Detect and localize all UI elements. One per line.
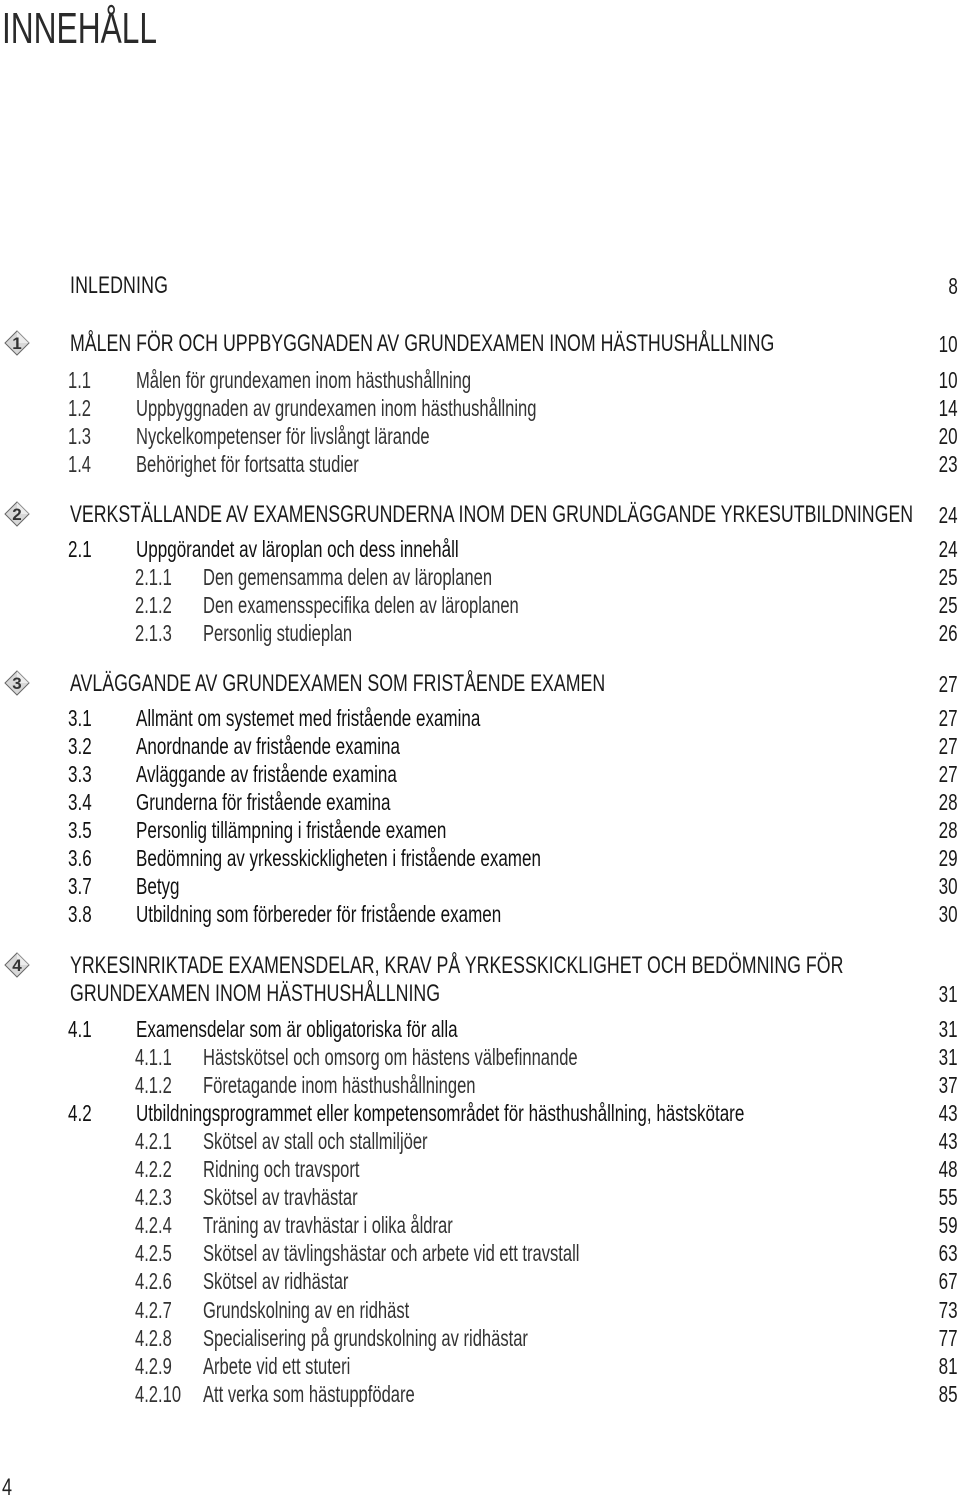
toc-entry-page: 23 <box>939 451 958 477</box>
toc-entry-title: Bedömning av yrkesskickligheten i fristående examen <box>136 845 541 871</box>
toc-entry[interactable] <box>0 366 960 394</box>
toc-entry-title: Skötsel av ridhästar <box>203 1268 349 1294</box>
toc-chapter-title: GRUNDEXAMEN INOM HÄSTHUSHÅLLNING <box>70 980 441 1007</box>
toc-entry-title: Specialisering på grundskolning av ridhästar <box>203 1325 528 1351</box>
toc-entry-page: 77 <box>939 1325 958 1351</box>
toc-chapter-title: MÅLEN FÖR OCH UPPBYGGNADEN AV GRUNDEXAMEN INOM HÄSTHUSHÅLLNING <box>70 330 775 357</box>
toc-chapter-2[interactable] <box>0 501 960 529</box>
toc-entry-page: 24 <box>939 536 958 562</box>
toc-chapter-title: YRKESINRIKTADE EXAMENSDELAR, KRAV PÅ YRKESSKICKLIGHET OCH BEDÖMNING FÖR <box>70 952 844 979</box>
toc-entry-number: 1.2 <box>68 395 92 421</box>
toc-entry-title: Utbildning som förbereder för fristående examen <box>136 901 502 927</box>
toc-entry[interactable] <box>0 1239 960 1267</box>
toc-entry[interactable] <box>0 872 960 900</box>
toc-entry[interactable] <box>0 563 960 591</box>
toc-entry[interactable] <box>0 1267 960 1295</box>
toc-entry[interactable] <box>0 450 960 478</box>
svg-text:3: 3 <box>12 674 22 693</box>
toc-entry[interactable] <box>0 1099 960 1127</box>
toc-entry-title: Uppgörandet av läroplan och dess innehåll <box>136 536 459 562</box>
toc-entry-page: 27 <box>939 733 958 759</box>
toc-entry-number: 1.1 <box>68 367 92 393</box>
toc-chapter-3[interactable] <box>0 670 960 698</box>
toc-entry[interactable] <box>0 844 960 872</box>
toc-entry-page: 59 <box>939 1212 958 1238</box>
toc-entry-number: 4.2.3 <box>135 1184 172 1210</box>
toc-entry-title: Avläggande av fristående examina <box>136 761 397 787</box>
toc-entry-number: 4.2.9 <box>135 1353 172 1379</box>
toc-entry[interactable] <box>0 535 960 563</box>
toc-entry[interactable] <box>0 1071 960 1099</box>
toc-entry[interactable] <box>0 1211 960 1239</box>
toc-entry-page: 43 <box>939 1128 958 1154</box>
toc-entry-page: 27 <box>939 705 958 731</box>
toc-entry-page: 43 <box>939 1100 958 1126</box>
toc-entry-page: 10 <box>939 331 958 357</box>
toc-entry-page: 31 <box>939 1044 958 1070</box>
toc-entry-page: 8 <box>948 273 958 299</box>
toc-entry-page: 31 <box>939 1016 958 1042</box>
toc-entry-title: Behörighet för fortsatta studier <box>136 451 359 477</box>
toc-entry-number: 3.1 <box>68 705 92 731</box>
toc-entry-title: Grunderna för fristående examina <box>136 789 391 815</box>
toc-entry[interactable] <box>0 1183 960 1211</box>
toc-chapter-4-line1[interactable] <box>0 952 960 980</box>
toc-entry-number: 3.4 <box>68 789 92 815</box>
toc-entry-number: 4.2.4 <box>135 1212 172 1238</box>
toc-entry[interactable] <box>0 900 960 928</box>
toc-entry-title: Företagande inom hästhushållningen <box>203 1072 476 1098</box>
toc-entry-page: 27 <box>939 761 958 787</box>
toc-entry-number: 4.2.1 <box>135 1128 172 1154</box>
toc-entry-title: Personlig tillämpning i fristående examen <box>136 817 447 843</box>
toc-chapter-title: VERKSTÄLLANDE AV EXAMENSGRUNDERNA INOM DEN GRUNDLÄGGANDE YRKESUTBILDNINGEN <box>70 501 914 528</box>
toc-entry-page: 73 <box>939 1297 958 1323</box>
toc-entry-title: Anordnande av fristående examina <box>136 733 400 759</box>
toc-entry-title: Den examensspecifika delen av läroplanen <box>203 592 519 618</box>
toc-entry-page: 48 <box>939 1156 958 1182</box>
toc-entry-title: Uppbyggnaden av grundexamen inom hästhushållning <box>136 395 537 421</box>
toc-entry[interactable] <box>0 1127 960 1155</box>
toc-entry-number: 1.3 <box>68 423 92 449</box>
toc-entry[interactable] <box>0 732 960 760</box>
toc-entry-title: Betyg <box>136 873 180 899</box>
toc-entry-title: Nyckelkompetenser för livslångt lärande <box>136 423 430 449</box>
toc-entry-title: Allmänt om systemet med fristående examina <box>136 705 481 731</box>
toc-entry[interactable] <box>0 1015 960 1043</box>
toc-entry-number: 4.2.8 <box>135 1325 172 1351</box>
toc-entry-number: 3.8 <box>68 901 92 927</box>
toc-chapter-4-line2[interactable] <box>0 980 960 1008</box>
svg-text:1: 1 <box>12 334 22 353</box>
toc-entry-page: 31 <box>939 981 958 1007</box>
toc-entry-page: 25 <box>939 592 958 618</box>
toc-entry[interactable] <box>0 394 960 422</box>
toc-entry-title: Personlig studieplan <box>203 620 353 646</box>
toc-entry-title: INLEDNING <box>70 272 169 299</box>
toc-entry[interactable] <box>0 1043 960 1071</box>
toc-entry-number: 4.2.2 <box>135 1156 172 1182</box>
toc-entry-page: 81 <box>939 1353 958 1379</box>
page-number: 4 <box>2 1474 13 1501</box>
toc-entry-page: 37 <box>939 1072 958 1098</box>
toc-entry[interactable] <box>0 816 960 844</box>
toc-entry[interactable] <box>0 1324 960 1352</box>
toc-entry-number: 4.1.1 <box>135 1044 172 1070</box>
toc-chapter-title: AVLÄGGANDE AV GRUNDEXAMEN SOM FRISTÅENDE EXAMEN <box>70 670 606 697</box>
toc-entry-page: 27 <box>939 671 958 697</box>
toc-entry[interactable] <box>0 591 960 619</box>
toc-entry-page: 10 <box>939 367 958 393</box>
svg-text:4: 4 <box>12 956 22 975</box>
toc-entry-number: 2.1.1 <box>135 564 172 590</box>
toc-entry-number: 3.3 <box>68 761 92 787</box>
toc-entry-number: 4.2.10 <box>135 1381 182 1407</box>
toc-entry-page: 67 <box>939 1268 958 1294</box>
toc-entry-number: 4.1.2 <box>135 1072 172 1098</box>
toc-entry-title: Skötsel av stall och stallmiljöer <box>203 1128 428 1154</box>
toc-entry[interactable] <box>0 704 960 732</box>
toc-entry[interactable] <box>0 619 960 647</box>
toc-entry-title: Målen för grundexamen inom hästhushållning <box>136 367 472 393</box>
toc-entry-title: Att verka som hästuppfödare <box>203 1381 415 1407</box>
toc-entry-page: 25 <box>939 564 958 590</box>
toc-entry-page: 24 <box>939 502 958 528</box>
toc-entry-page: 30 <box>939 873 958 899</box>
toc-entry-number: 3.2 <box>68 733 92 759</box>
toc-entry-page: 63 <box>939 1240 958 1266</box>
toc-entry-page: 28 <box>939 789 958 815</box>
toc-entry[interactable] <box>0 1296 960 1324</box>
toc-entry-number: 3.5 <box>68 817 92 843</box>
toc-entry-number: 4.2 <box>68 1100 92 1126</box>
toc-entry-title: Arbete vid ett stuteri <box>203 1353 351 1379</box>
toc-entry-page: 28 <box>939 817 958 843</box>
toc-entry[interactable] <box>0 1352 960 1380</box>
toc-entry-page: 14 <box>939 395 958 421</box>
toc-entry-title: Ridning och travsport <box>203 1156 360 1182</box>
toc-entry-number: 2.1.3 <box>135 620 172 646</box>
svg-text:2: 2 <box>12 505 22 524</box>
toc-entry[interactable] <box>0 1380 960 1408</box>
toc-entry-title: Skötsel av travhästar <box>203 1184 358 1210</box>
toc-entry-title: Examensdelar som är obligatoriska för alla <box>136 1016 458 1042</box>
toc-entry[interactable] <box>0 788 960 816</box>
page-title: INNEHÅLL <box>2 4 157 53</box>
toc-entry[interactable] <box>0 422 960 450</box>
toc-entry-number: 4.2.6 <box>135 1268 172 1294</box>
toc-entry-title: Skötsel av tävlingshästar och arbete vid ett travstall <box>203 1240 580 1266</box>
toc-entry-intro[interactable] <box>0 272 960 300</box>
toc-entry-number: 4.2.5 <box>135 1240 172 1266</box>
toc-entry-number: 4.2.7 <box>135 1297 172 1323</box>
toc-entry-number: 1.4 <box>68 451 92 477</box>
toc-entry-title: Hästskötsel och omsorg om hästens välbefinnande <box>203 1044 578 1070</box>
toc-entry-number: 3.6 <box>68 845 92 871</box>
toc-entry[interactable] <box>0 1155 960 1183</box>
toc-entry-number: 2.1 <box>68 536 92 562</box>
toc-entry-page: 30 <box>939 901 958 927</box>
toc-entry-page: 85 <box>939 1381 958 1407</box>
toc-entry-number: 4.1 <box>68 1016 92 1042</box>
toc-entry-title: Utbildningsprogrammet eller kompetensområdet för hästhushållning, hästskötare <box>136 1100 745 1126</box>
toc-entry-page: 26 <box>939 620 958 646</box>
toc-entry-page: 20 <box>939 423 958 449</box>
toc-entry-title: Den gemensamma delen av läroplanen <box>203 564 493 590</box>
toc-entry-title: Träning av travhästar i olika åldrar <box>203 1212 453 1238</box>
toc-chapter-1[interactable] <box>0 330 960 358</box>
toc-entry[interactable] <box>0 760 960 788</box>
toc-entry-number: 3.7 <box>68 873 92 899</box>
toc-entry-title: Grundskolning av en ridhäst <box>203 1297 410 1323</box>
toc-entry-page: 55 <box>939 1184 958 1210</box>
toc-entry-number: 2.1.2 <box>135 592 172 618</box>
toc-entry-page: 29 <box>939 845 958 871</box>
